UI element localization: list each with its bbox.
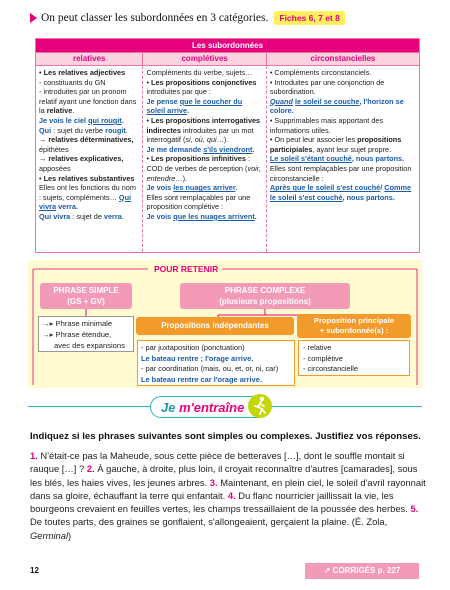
corriges-link[interactable] [305, 563, 419, 579]
table-title: Les subordonnées [36, 39, 419, 52]
list-item: avec des expansions [54, 341, 125, 350]
column-completives: complétives [143, 53, 266, 65]
entraine-title: Je m'entraîne [161, 400, 245, 415]
independantes-list [137, 340, 295, 386]
phrase-simple-label: PHRASE SIMPLE [53, 286, 119, 295]
fiches-badge: Fiches 6, 7 et 8 [274, 11, 344, 25]
intro-text: On peut classer les subordonnées en 3 catégories. [41, 12, 269, 24]
exercise-text: 1. N'était-ce pas la Maheude, sous cette pièce de betteraves […], dont le souffle montait si rauque […] ? 2. À gauche, à droite, plus loin, il croyait reconnaître d'autres [camarades], sous les blés, les haies vives, les jeunes arbres. 3. Maintenant, en plein ciel, le soleil d'avril rayonnait dans sa gloire, échauffant la terre qui enfantait. 4. Du flanc nourricier jaillissait la vie, les bourgeons crevaient en feuilles vertes, les champs tressaillaient de la poussée des herbes. 5. De toutes parts, des graines se gonflaient, s'allongeaient, gerçaient la plaine. (É. Zola, Germinal) [30, 450, 426, 541]
pour-retenir-title: POUR RETENIR [150, 264, 222, 274]
list-item: - complétive [303, 353, 343, 363]
table-columns [36, 52, 419, 65]
example-juxtaposition: Le bateau rentre ; l'orage arrive. [141, 353, 254, 363]
arrow-right-icon: →▸ [42, 319, 54, 328]
list-item: →▸ Phrase étendue, [42, 330, 112, 339]
independantes-box: Propositions indépendantes [136, 317, 294, 335]
runner-icon [248, 394, 272, 418]
subordonnees-table [35, 38, 420, 253]
list-item: →▸ Phrase minimale [42, 319, 113, 328]
phrase-simple-box [40, 283, 132, 309]
relatives-cell: • Les relatives adjectives - constituants du GN - introduites par un pronom relatif ayant une fonction dans la relative. Je vois le ciel qui rougit. Qui : sujet du verbe rougit. → relatives déterminatives, épithètes → relatives explicatives, apposées • Les relatives substantives Elles ont les fonctions du nom : sujets, compléments… Qui vivra verra. Qui vivra : sujet de verra. [36, 66, 143, 252]
exercise-question: Indiquez si les phrases suivantes sont simples ou complexes. Justifiez vos réponses. [30, 431, 421, 442]
list-item: - relative [303, 343, 332, 352]
list-item: - par juxtaposition (ponctuation) [141, 343, 245, 352]
page-number: 12 [30, 566, 39, 575]
corriges-label: CORRIGÉS p. 227 [332, 566, 401, 575]
phrase-complexe-sub: (plusieurs propositions) [219, 297, 311, 306]
table-body [36, 65, 419, 252]
arrow-icon: ↗ [323, 566, 331, 575]
circonstancielles-cell: • Compléments circonstanciels. • Introduites par une conjonction de subordination. Quand le soleil se couche, l'horizon se colore. • Supprimables mais apportant des informations utiles. • On peut leur associer les propositions participiales, ayant leur sujet propre. Le soleil s'étant couché, nous partons. Elles sont remplaçables par une proposition circonstancielle : Après que le soleil s'est couché/ Comme le soleil s'est couché, nous partons. [269, 68, 412, 202]
phrase-simple-sub: (GS + GV) [67, 297, 105, 306]
phrase-simple-list [38, 316, 134, 352]
subordonnees-list [298, 340, 410, 376]
column-circonstancielles: circonstancielles [310, 54, 376, 63]
list-item: - par coordination (mais, ou, et, or, ni, car) [141, 364, 279, 373]
column-relatives: relatives [36, 53, 143, 65]
phrase-complexe-box [180, 283, 350, 309]
example-coordination: Le bateau rentre car l'orage arrive. [141, 374, 262, 384]
intro-line [30, 8, 430, 28]
principale-box [297, 314, 411, 338]
principale-sub: + subordonnée(s) : [319, 326, 389, 335]
arrow-right-icon: →▸ [42, 330, 54, 339]
triangle-bullet-icon [30, 13, 37, 23]
completives-cell: Compléments du verbe, sujets… • Les propositions conjonctives introduites par que : Je pense que le coucher du soleil arrive. • Les propositions interrogatives indirectes introduites par un mot interrogatif (si, où, qui…). Je me demande s'ils viendront. • Les propositions infinitives : COD de verbes de perception (voir, entendre…). Je vois les nuages arriver. Elles sont remplaçables par une proposition complétive : Je vois que les nuages arrivent. [143, 66, 266, 252]
list-item: - circonstancielle [303, 364, 359, 373]
phrase-complexe-label: PHRASE COMPLEXE [224, 286, 306, 295]
principale-label: Proposition principale [313, 316, 395, 325]
